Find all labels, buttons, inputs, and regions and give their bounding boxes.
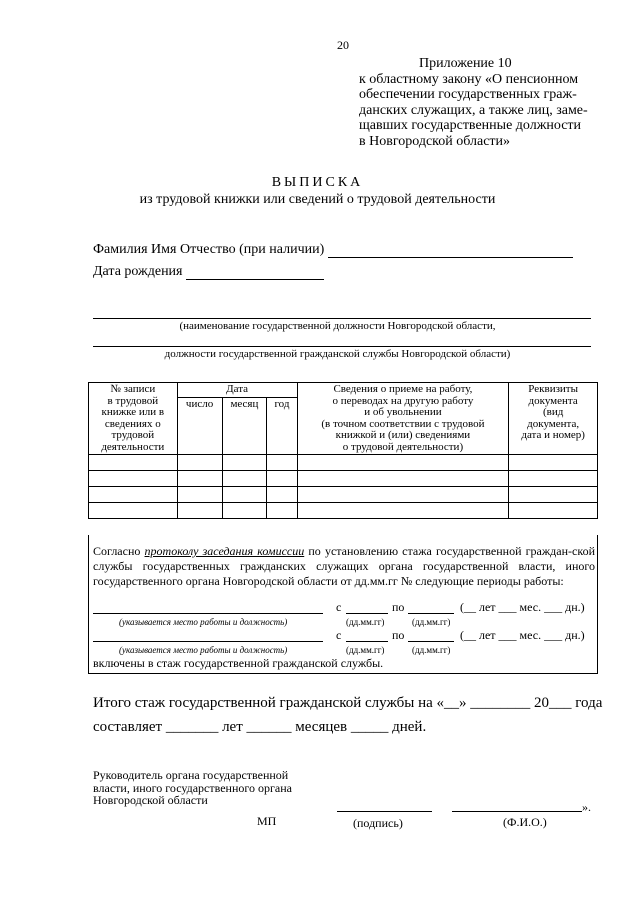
header-line: в трудовой [107,394,159,407]
service-line[interactable] [93,346,591,347]
service-caption: должности государственной гражданской службы Новгородской области) [164,348,511,360]
record-number-header [89,383,178,455]
signatory-line: власти, иного государственного органа [93,780,293,795]
header-line: (вид [542,406,564,418]
to-date-line[interactable] [408,641,454,642]
header-line: № записи [110,383,156,395]
fio-label: Фамилия Имя Отчество (при наличии) [93,242,325,257]
info-header [297,383,509,455]
document-header [509,383,598,455]
date-hint: (дд.мм.гг) [412,617,451,627]
from-label: с [336,600,342,614]
header-line: (в точном соответствии с трудовой [321,417,485,430]
header-line: трудовой [111,429,155,441]
signatory-line: Руководитель органа государственной [93,768,289,782]
header-line: документа, [527,417,580,430]
period-length: (__ лет ___ мес. ___ дн.) [460,600,585,614]
appendix-line: щавших государственные должности [359,118,582,133]
header-line: о переводах на другую работу [332,394,474,407]
commission-protocol-link[interactable]: протоколу заседания комиссии [144,544,305,558]
table-row [89,487,598,503]
birth-field [93,264,324,280]
header-line: книжке или в [101,406,165,418]
date-header: Дата [177,383,297,398]
signatory-block [93,769,292,807]
date-hint: (дд.мм.гг) [412,645,451,655]
month-header: месяц [222,398,267,455]
appendix-line: Приложение 10 [419,56,512,71]
header-line: деятельности [101,440,165,453]
day-header: число [177,398,222,455]
position-caption: (наименование государственной должности Новгородской области, [179,320,496,332]
workplace-line[interactable] [93,613,323,614]
from-label: с [336,628,342,642]
workplace-line[interactable] [93,641,323,642]
total-line-1: Итого стаж государственной гражданской службы на «__» ________ 20___ года [93,695,603,711]
period-length: (__ лет ___ мес. ___ дн.) [460,628,585,642]
header-line: сведениях о [104,417,161,430]
name-caption: (Ф.И.О.) [503,815,547,829]
appendix-line: к областному закону «О пенсионном [359,71,579,87]
header-line: Реквизиты [528,383,579,395]
header-line: документа [528,394,578,407]
to-date-line[interactable] [408,613,454,614]
header-line: о трудовой деятельности) [342,440,464,453]
workplace-hint: (указывается место работы и должность) [119,645,288,655]
date-hint: (дд.мм.гг) [346,645,385,655]
total-line-2: составляет _______ лет ______ месяцев _____ дней. [93,719,427,735]
date-hint: (дд.мм.гг) [346,617,385,627]
workplace-hint: (указывается место работы и должность) [119,617,288,627]
appendix-line: в Новгородской области» [359,133,511,149]
header-line: дата и номер) [521,429,585,441]
fio-field [93,242,573,258]
year-header: год [267,398,297,455]
name-line[interactable] [452,811,582,812]
appendix-line: данских служащих, а также лиц, заме- [359,102,588,118]
header-line: и об увольнении [364,406,442,418]
commission-pre: Согласно [93,544,141,558]
appendix-note [359,56,588,149]
table-row [89,471,598,487]
signature-caption: (подпись) [353,816,403,830]
end-mark: ». [582,800,591,814]
commission-post: по установлению стажа государственной граждан-ской службы государственных гражданских служащих органа государственной власти, иного государственного органа Новгородской области от дд.мм.гг № следующие периоды работы: [93,544,595,588]
table-row [89,503,598,519]
birth-blank[interactable] [186,267,324,280]
table-row [89,455,598,471]
document-title: ВЫПИСКА [271,175,364,190]
to-label: по [392,628,405,642]
fio-blank[interactable] [328,245,573,258]
document-subtitle: из трудовой книжки или сведений о трудовой деятельности [139,192,496,207]
commission-text [93,544,595,589]
from-date-line[interactable] [346,613,388,614]
position-line[interactable] [93,318,591,319]
header-line: Сведения о приеме на работу, [333,383,473,395]
stamp-place: МП [257,814,277,828]
included-text: включены в стаж государственной гражданской службы. [93,656,384,670]
page-number: 20 [337,38,349,52]
signature-line[interactable] [337,811,432,812]
birth-label: Дата рождения [93,264,183,279]
records-table [88,382,598,519]
from-date-line[interactable] [346,641,388,642]
signatory-line: Новгородской области [93,793,208,807]
appendix-line: обеспечении государственных граж- [359,87,577,102]
to-label: по [392,600,405,614]
header-line: книжкой и (или) сведениями [335,429,471,441]
